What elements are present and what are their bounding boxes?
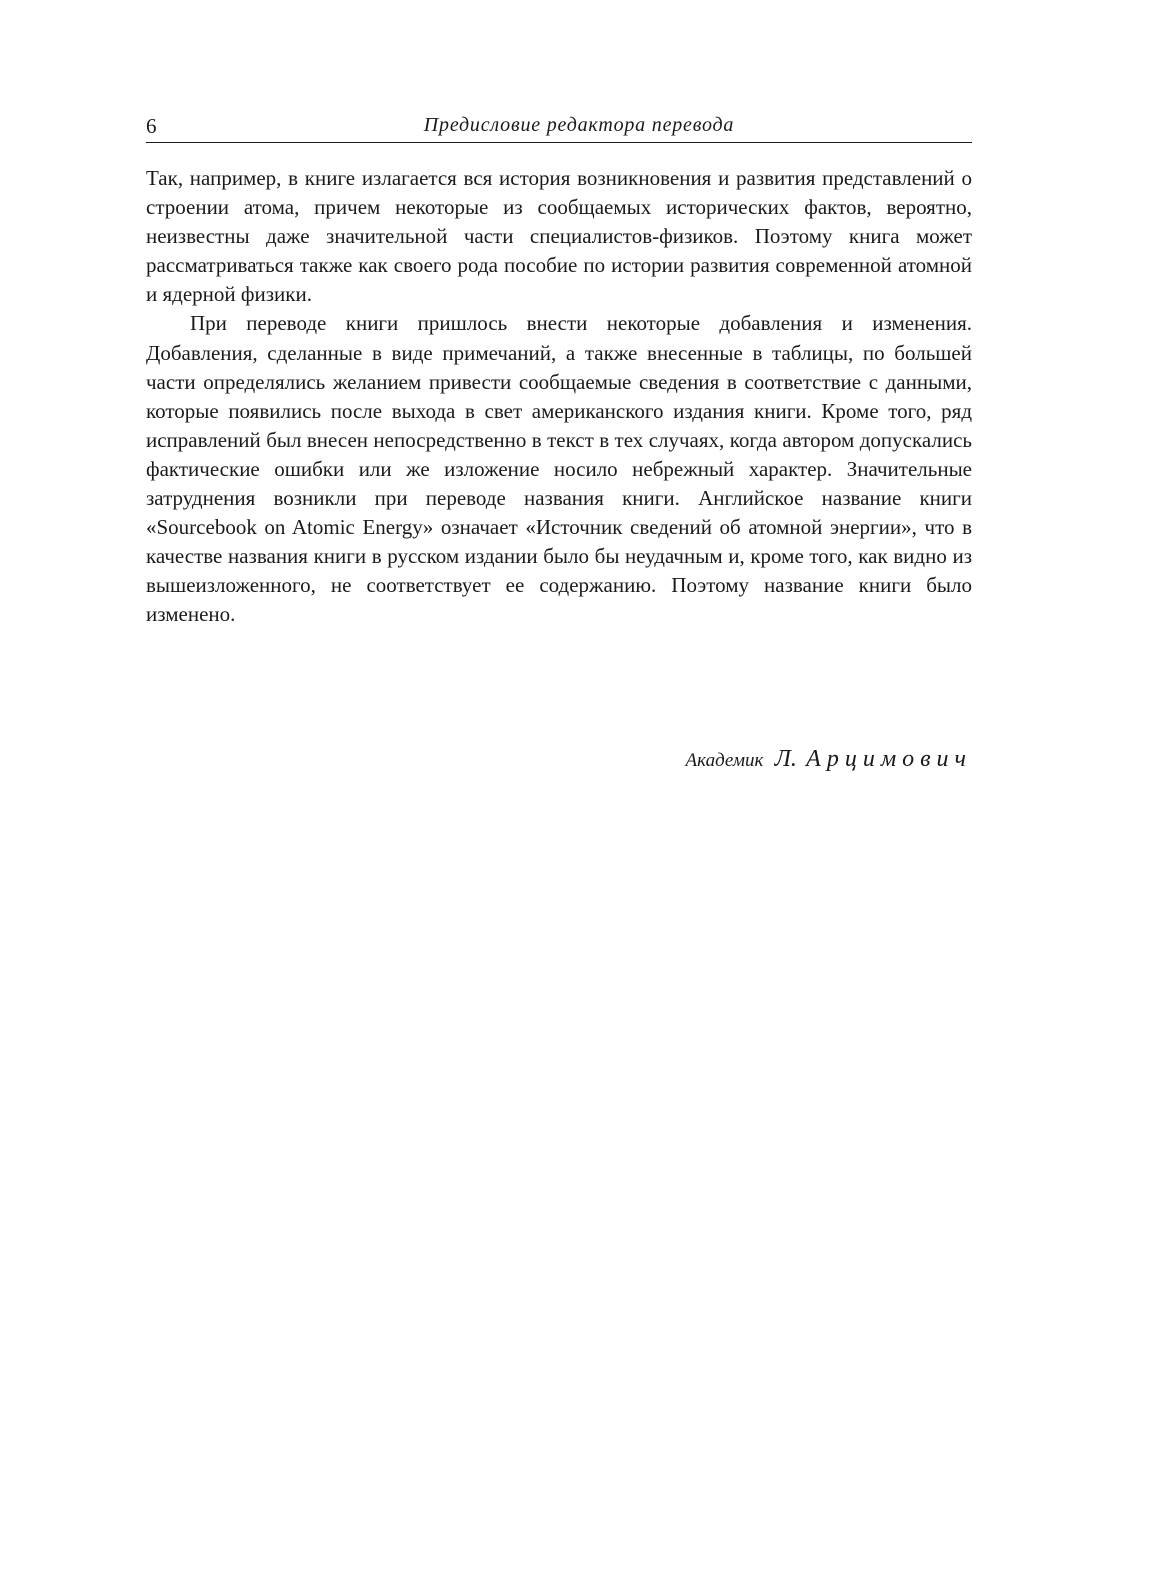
signature-rank: Академик bbox=[685, 750, 764, 771]
paragraph-continuation: Так, например, в книге излагается вся история возникновения и развития представлений о строении атома, причем некоторые из сообщаемых исторических фактов, вероятно, неизвестны даже значительной части специалистов-физиков. Поэтому книга может рассматриваться также как своего рода пособие по истории развития современной атомной и ядерной физики. bbox=[146, 166, 972, 307]
running-title: Предисловие редактора перевода bbox=[423, 114, 735, 136]
signature-surname: Арцимович bbox=[806, 746, 972, 772]
header-rule bbox=[146, 142, 972, 143]
body-text bbox=[146, 164, 972, 630]
signature bbox=[686, 746, 972, 773]
page-number: 6 bbox=[146, 114, 157, 138]
signature-initial: Л. bbox=[774, 746, 797, 772]
paragraph-translation-notes: При переводе книги пришлось внести некоторые добавления и изменения. Добавления, сделанные в виде примечаний, а также внесенные в таблицы, по большей части определялись желанием привести сообщаемые сведения в соответствие с данными, которые появились после выхода в свет американского издания книги. Кроме того, ряд исправлений был внесен непосредственно в текст в тех случаях, когда автором допускались фактические ошибки или же изложение носило небрежный характер. Значительные затруднения возникли при переводе названия книги. Английское название книги «Sourcebook on Atomic Energy» означает «Источник сведений об атомной энергии», что в качестве названия книги в русском издании было бы неудачным и, кроме того, как видно из вышеизложенного, не соответствует ее содержанию. Поэтому название книги было изменено. bbox=[146, 311, 972, 627]
running-header bbox=[146, 110, 972, 140]
